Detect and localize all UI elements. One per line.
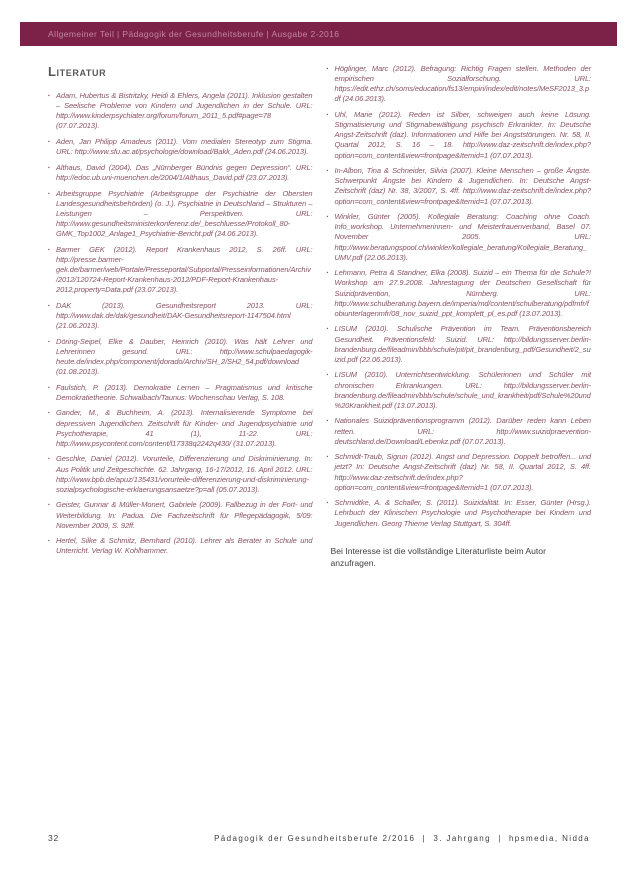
footer-journal-line: Pädagogik der Gesundheitsberufe 2/2016 | 3. Jahrgang | hpsmedia, Nidda xyxy=(214,834,590,843)
reference-item: ▪ Gander, M., & Buchheim, A. (2013). Internalisierende Symptome bei depressiven Jugendlichen. Zeitschrift für Kinder- und Jugendpsychiatrie und Psychotherapie, 41 (1), 11-22. URL: http://www.psycontent.com/content/l17338q2242q430/ (31.07.2013). xyxy=(48,408,313,449)
reference-item: ▪ Winkler, Günter (2005). Kollegiale Beratung: Coaching ohne Coach. Info_workshop. Unternehmerinnen- und Meisterfrauenverband, Basel 07. November 2005. URL: http://www.beratungspool.ch/winkler/kollegiale_beratung/Kollegiale_Beratung_UMV.pdf (22.06.2013). xyxy=(327,212,592,263)
reference-item: ▪ Schmidtke, A. & Schaller, S. (2011). Suizidalität. In: Esser, Günter (Hrsg.). Lehrbuch der Klinischen Psychologie und Psychotherapie bei Kindern und Jugendlichen. Georg Thieme Verlag Stuttgart, S. 304ff. xyxy=(327,498,592,528)
reference-item: ▪ Uhl, Marie (2012). Reden ist Silber, schweigen auch keine Lösung. Stigmatisierung und Stigmabewältigung psychisch Erkrankter. In: Deutsche Angst-Zeitschrift (daz). Informationen und Hilfe bei Angststörungen. Nr. 58, II. Quartal 2012, S. 16 – 18. http://www.daz-zeitschrift.de/index.php?option=com_content&view=frontpage&Itemid=1 (07.07.2013). xyxy=(327,110,592,161)
reference-item: ▪ Faulstich, P. (2013). Demokratie Lernen – Pragmatismus und kritische Demokratietheorie. Schwalbach/Taunus: Wochenschau Verlag, S. 108. xyxy=(48,383,313,403)
reference-item: ▪ DAK (2013). Gesundheitsreport 2013. URL: http://www.dak.de/dak/gesundheit/DAK-Gesundheitsreport-1147504.html (21.06.2013). xyxy=(48,301,313,331)
reference-item: ▪ Nationales Suizidpräventionsprogramm (2012). Darüber reden kann Leben retten. URL: http://www.suizidpraevention-deutschland.de/Download/Lebenkz.pdf (07.07.2013). xyxy=(327,416,592,446)
reference-list-left xyxy=(48,91,313,557)
reference-item: ▪ Barmer GEK (2012). Report Krankenhaus 2012, S. 26ff. URL: http://presse.barmer-gek.de/barmer/web/Portale/Presseportal/Subportal/Presseinformationen/Archiv/2012/120724-Report-Krankenhaus-2012/PDF-Report-Krankenhaus-2012,property=Data.pdf (23.07.2013). xyxy=(48,245,313,296)
reference-item: ▪ Geister, Gunnar & Müller-Monert, Gabriele (2009). Fallbezug in der Fort- und Weiterbildung. In: Padua. Die Fachzeitschrift für Pflegepädagogik, 5/09: November 2009, S. 92ff. xyxy=(48,500,313,530)
reference-item: ▪ Lehmann, Petra & Standner, Elka (2008). Suizid – ein Thema für die Schule?! Workshop am 27.9.2008. Jahrestagung der Deutschen Gesellschaft für Suizidprävention, Nürnberg. URL: http://www.schulberatung.bayern.de/imperia/md/content/schulberatung/pdfmfr/fobiunterlagenmfr/08_nov_suizid_ppt_komplett_pl_es.pdf (13.07.2013). xyxy=(327,268,592,319)
references-column-left xyxy=(48,64,313,569)
reference-item: ▪ Döring-Seipel, Elke & Dauber, Heinrich (2010). Was hält Lehrer und Lehrerinnen gesund. URL: http://www.schulpaedagogik-heute.de/index.php/component/jdorado/Archiv/SH_2/SH2_54.pdf/download (01.08.2013). xyxy=(48,337,313,378)
reference-item: ▪ Schmidt-Traub, Sigrun (2012). Angst und Depression. Doppelt betroffen... und jetzt? In: Deutsche Angst-Zeitschrift (daz) Nr. 58, II. Quartal 2012, S. 4ff. http://www.daz-zeitschrift.de/index.php?option=com_content&view=frontpage&Itemid=1 (07.07.2013). xyxy=(327,452,592,493)
reference-item: ▪ In-Albon, Tina & Schneider, Silvia (2007). Kleine Menschen – große Ängste. Schwerpunkt Ängste bei Kindern & Jugendlichen. In: Deutsche Angst-Zeitschrift (daz) Nr. 38, 3/2007, S. 4ff. http://www.daz-zeitschrift.de/index.php?option=com_content&view=frontpage&Itemid=1 (07.07.2013). xyxy=(327,166,592,207)
references-column-right xyxy=(327,64,592,569)
page-footer xyxy=(48,833,590,843)
section-heading-literatur: Literatur xyxy=(48,64,107,79)
content-area xyxy=(48,64,591,569)
reference-item: ▪ LISUM (2010). Schulische Prävention im Team. Präventionsbereich Gesundheit. Präventionsfeld: Suizid. URL: http://bildungsserver.berlin-brandenburg.de/fileadmin/bbb/schule/pit/pit_brandenburg_pdf/Gesundheit/2_suizid.pdf (22.06.2013). xyxy=(327,324,592,365)
header-breadcrumb: Allgemeiner Teil | Pädagogik der Gesundheitsberufe | Ausgabe 2-2016 xyxy=(48,29,340,39)
reference-item: ▪ Althaus, David (2004). Das „Nürnberger Bündnis gegen Depression“. URL: http://edoc.ub.uni-muenchen.de/2004/1/Althaus_David.pdf (23.07.2013). xyxy=(48,163,313,183)
reference-item: ▪ Adam, Hubertus & Bistritzky, Heidi & Ehlers, Angela (2011). Inklusion gestalten – Seelische Probleme von Kindern und Jugendlichen in der Schule. URL: http://www.kinderpsychiater.org/forum/forum_2011_5.pdf#page=78 (07.07.2013). xyxy=(48,91,313,132)
reference-item: ▪ Geschke, Daniel (2012). Vorurteile, Differenzierung und Diskriminierung. In: Aus Politik und Zeitgeschichte. 62. Jahrgang, 16-17/2012, 16. April 2012. URL: http://www.bpb.de/apuz/135431/vorurteile-differenzierung-und-diskriminierung-sozialpsychologische-erklaerungsansaetze?p=all (05.07.2013). xyxy=(48,454,313,495)
page-number: 32 xyxy=(48,833,60,843)
reference-item: ▪ LISUM (2010). Unterrichtsentwicklung. Schülerinnen und Schüler mit chronischen Erkrankungen. URL: http://bildungsserver.berlin-brandenburg.de/fileadmin/bbb/schule/schule_und_krankheit/pdf/Schule%20und%20Krankheit.pdf (13.07.2013). xyxy=(327,370,592,411)
reference-list-right xyxy=(327,64,592,529)
reference-item: ▪ Aden, Jan Philipp Amadeus (2011). Vom medialen Stereotyp zum Stigma. URL: http://www.sfu.ac.at/psychologie/download/Bakk_Aden.pdf (24.06.2013). xyxy=(48,137,313,157)
page-header-bar xyxy=(20,22,617,46)
reference-item: ▪ Arbeitsgruppe Psychiatrie (Arbeitsgruppe der Psychiatrie der Obersten Landesgesundheitsbehörden) (o. J.). Psychiatrie in Deutschland – Strukturen – Leistungen – Perspektiven. URL: http://www.gesundheitsministerkonferenz.de/_beschluesse/Protokoll_80-GMK_Top1002_Anlage1_Psychiatrie-Bericht.pdf (24.06.2013). xyxy=(48,189,313,240)
author-note: Bei Interesse ist die vollständige Literaturliste beim Autor anzufragen. xyxy=(330,545,546,568)
reference-item: ▪ Höglinger, Marc (2012). Befragung: Richtig Fragen stellen. Methoden der empirischen Sozialforschung. URL: https://edit.ethz.ch/soms/education/fs13/empiri/index/edit/notes/MeSF2013_3.pdf (24.06.2013). xyxy=(327,64,592,105)
reference-item: ▪ Hertel, Silke & Schmitz, Bernhard (2010). Lehrer als Berater in Schule und Unterricht. Verlag W. Kohlhammer. xyxy=(48,536,313,556)
